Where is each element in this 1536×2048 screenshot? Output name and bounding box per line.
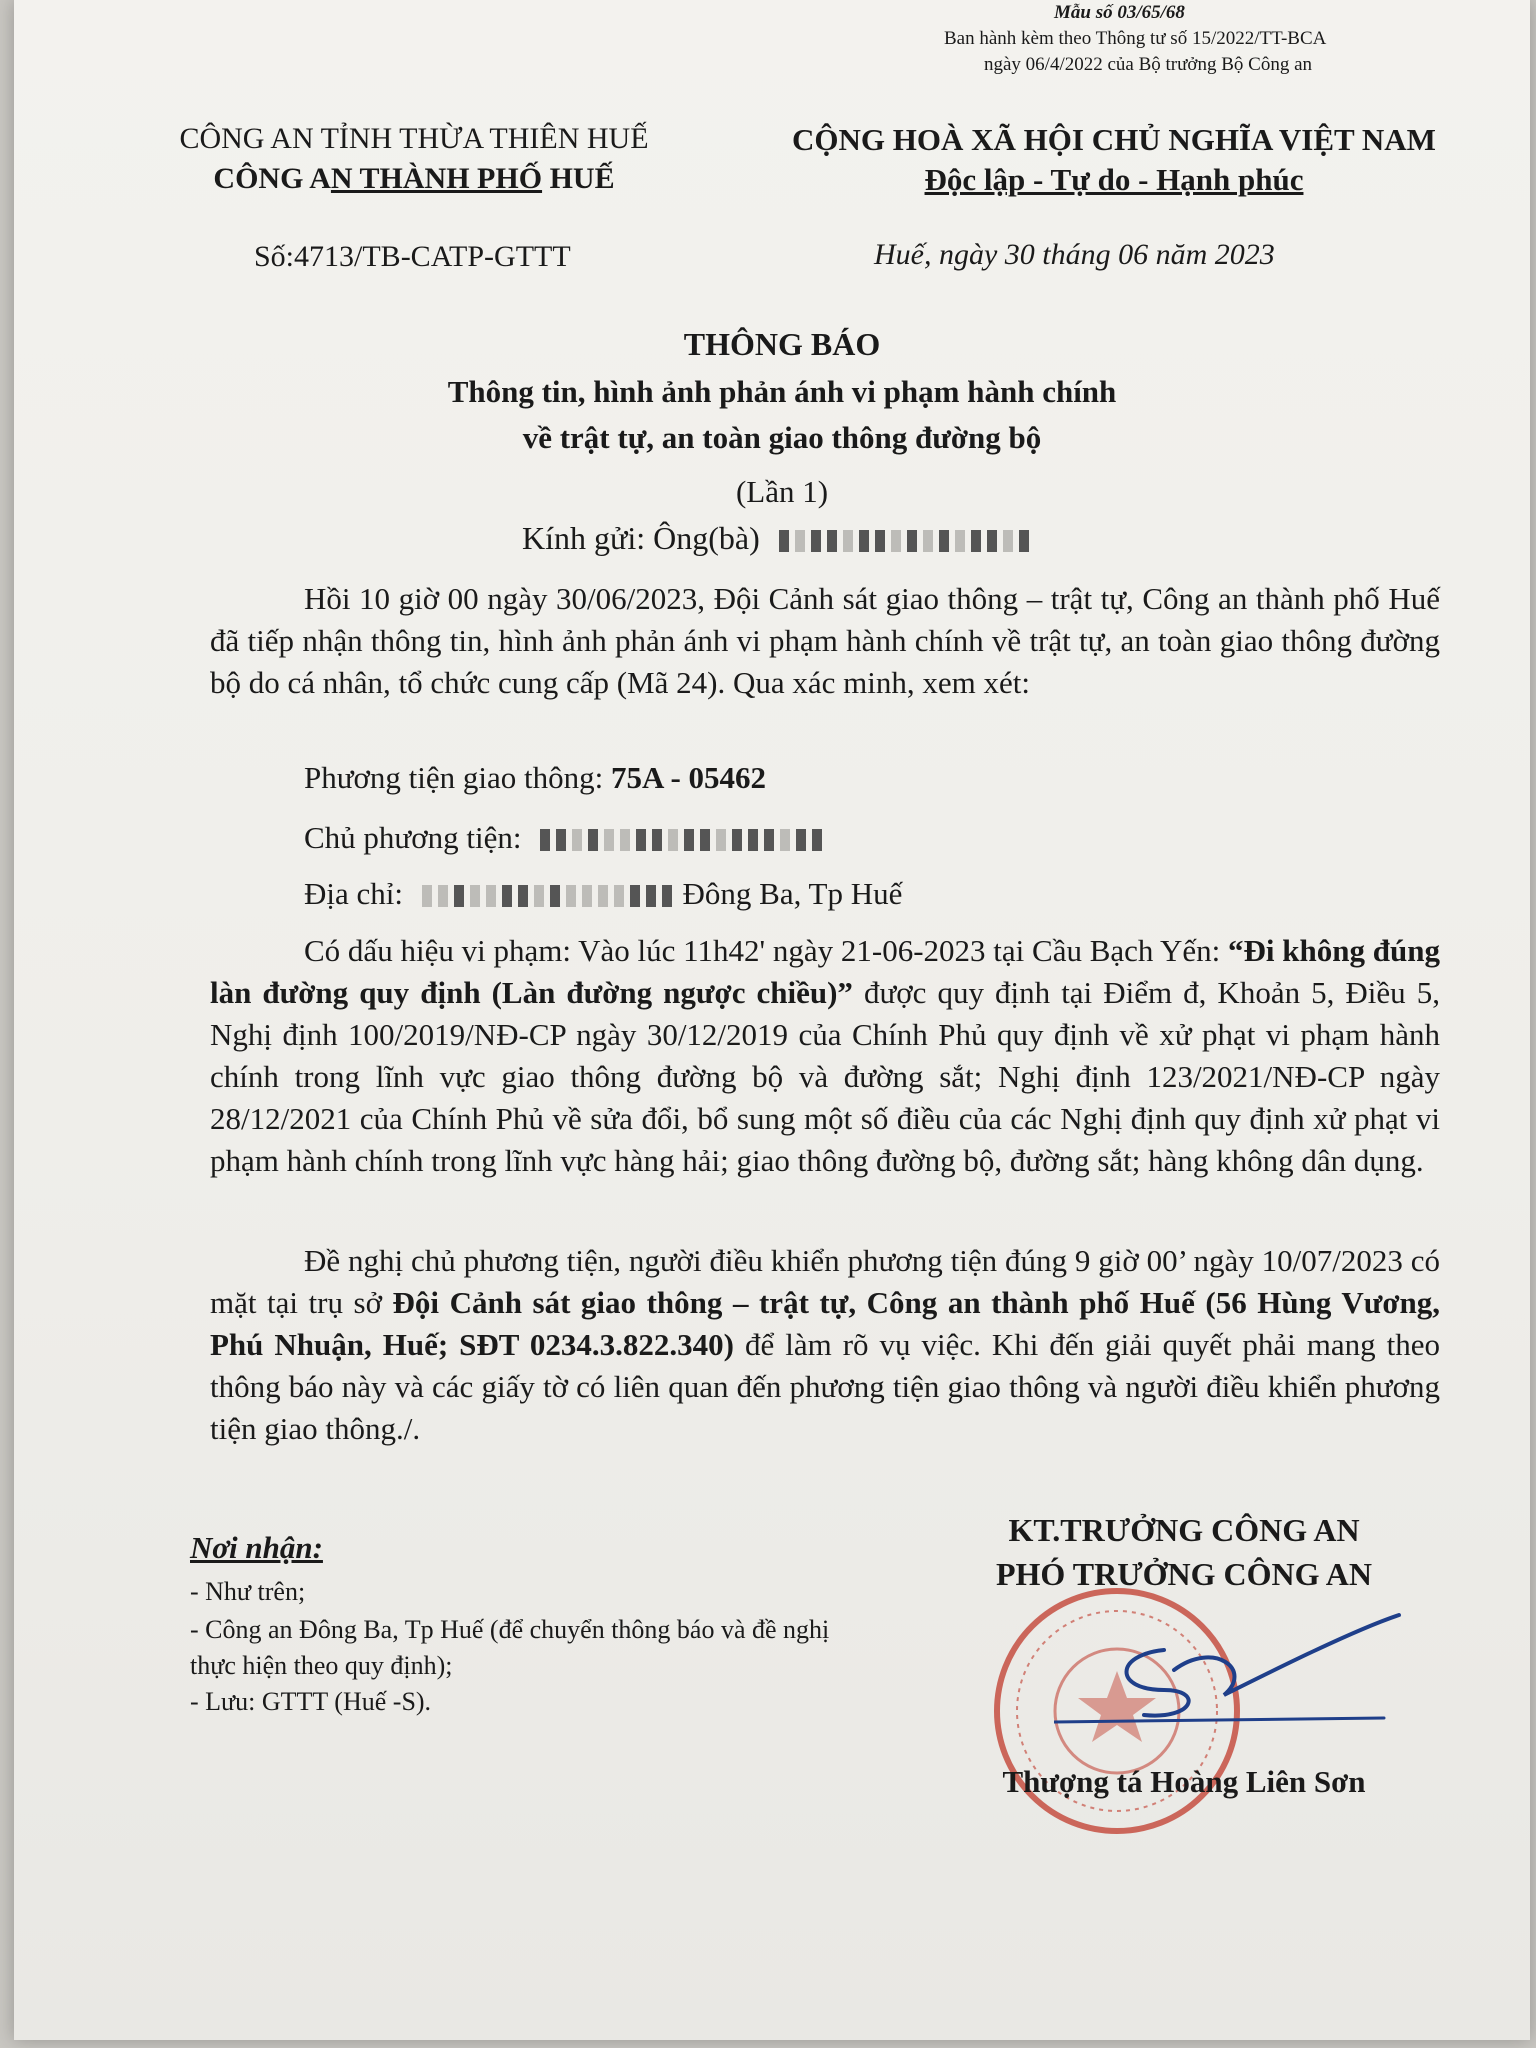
document-subtitle-2: về trật tự, an toàn giao thông đường bộ [522,420,1042,455]
recipient-line [522,520,1032,560]
document-page [14,0,1530,2040]
notice-attempt: (Lần 1) [735,474,829,509]
signer-name: Thượng tá Hoàng Liên Sơn [1002,1764,1366,1799]
address-line [304,876,902,915]
document-subtitle-1: Thông tin, hình ảnh phản ánh vi phạm hành chính [447,374,1117,409]
address-label: Địa chỉ: [304,876,403,911]
vehicle-label: Phương tiện giao thông: [304,760,604,795]
request-paragraph [210,1240,1440,1450]
form-reference-line-2: ngày 06/4/2022 của Bộ trưởng Bộ Công an [984,54,1313,75]
signature-title-1: KT.TRƯỞNG CÔNG AN [1008,1512,1360,1548]
signature-title-2: PHÓ TRƯỞNG CÔNG AN [995,1556,1372,1592]
org-name-part: CÔNG A [213,162,331,195]
redacted-address [419,879,675,915]
handwritten-signature-icon [1054,1610,1414,1740]
recipient-item: - Công an Đông Ba, Tp Huế (để chuyển thông báo và đề nghị thực hiện theo quy định); [190,1615,830,1680]
form-reference-line-1: Ban hành kèm theo Thông tư số 15/2022/TT-BCA [944,28,1327,49]
form-code: Mẫu số 03/65/68 [1054,2,1185,23]
issuing-organization [134,162,694,196]
vehicle-line [304,760,766,796]
org-name-underlined: N THÀNH PHỐ [330,162,543,195]
owner-line [304,820,825,859]
request-text-b: để làm rõ vụ việc. Khi đến giải quyết phải mang theo thông báo này và các giấy tờ có liên quan đến phương tiện giao thông và người điều khiển phương tiện giao thông./. [210,1327,1441,1446]
recipient-item: - Lưu: GTTT (Huế -S). [190,1687,432,1716]
recipients-title: Nơi nhận: [190,1530,323,1565]
recipient-item: - Như trên; [190,1577,306,1606]
place-and-date: Huế, ngày 30 tháng 06 năm 2023 [874,238,1275,271]
national-motto: Độc lập - Tự do - Hạnh phúc [924,162,1304,197]
violation-paragraph [210,930,1440,1182]
document-title: THÔNG BÁO [683,326,881,362]
address-tail: Đông Ba, Tp Huế [682,876,903,911]
violation-name: “Đi không đúng làn đường quy định (Làn đường ngược chiều)” [210,933,1441,1010]
request-office: Đội Cảnh sát giao thông – trật tự, Công an thành phố Huế (56 Hùng Vương, Phú Nhuận, Huế; SĐT 0234.3.822.340) [210,1285,1440,1362]
state-name: CỘNG HOÀ XÃ HỘI CHỦ NGHĨA VIỆT NAM [792,122,1436,157]
redacted-recipient-name [776,523,1032,560]
document-number: Số:4713/TB-CATP-GTTT [254,240,571,273]
org-name-part: HUẾ [542,162,615,195]
violation-intro: Có dấu hiệu vi phạm: Vào lúc 11h42' ngày 21-06-2023 tại Cầu Bạch Yến: [304,933,1221,968]
request-text-a: Đề nghị chủ phương tiện, người điều khiển phương tiện đúng 9 giờ 00’ ngày 10/07/2023 có mặt tại trụ sở [210,1243,1440,1320]
parent-organization: CÔNG AN TỈNH THỪA THIÊN HUẾ [179,122,649,155]
redacted-owner-name [537,823,825,859]
vehicle-plate: 75A - 05462 [611,760,767,795]
violation-legal-basis: được quy định tại Điểm đ, Khoản 5, Điều 5, Nghị định 100/2019/NĐ-CP ngày 30/12/2019 của Chính Phủ quy định về xử phạt vi phạm hành chính trong lĩnh vực giao thông đường bộ và đường sắt; Nghị định 123/2021/NĐ-CP ngày 28/12/2021 của Chính Phủ về sửa đổi, bổ sung một số điều của các Nghị định quy định xử phạt vi phạm hành chính trong lĩnh vực hàng hải; giao thông đường bộ, đường sắt; hàng không dân dụng. [210,975,1440,1178]
intro-paragraph: Hồi 10 giờ 00 ngày 30/06/2023, Đội Cảnh sát giao thông – trật tự, Công an thành phố Huế đã tiếp nhận thông tin, hình ảnh phản ánh vi phạm hành chính về trật tự, an toàn giao thông đường bộ do cá nhân, tổ chức cung cấp (Mã 24). Qua xác minh, xem xét: [210,581,1440,700]
recipient-label: Kính gửi: Ông(bà) [522,520,760,556]
owner-label: Chủ phương tiện: [304,820,522,855]
